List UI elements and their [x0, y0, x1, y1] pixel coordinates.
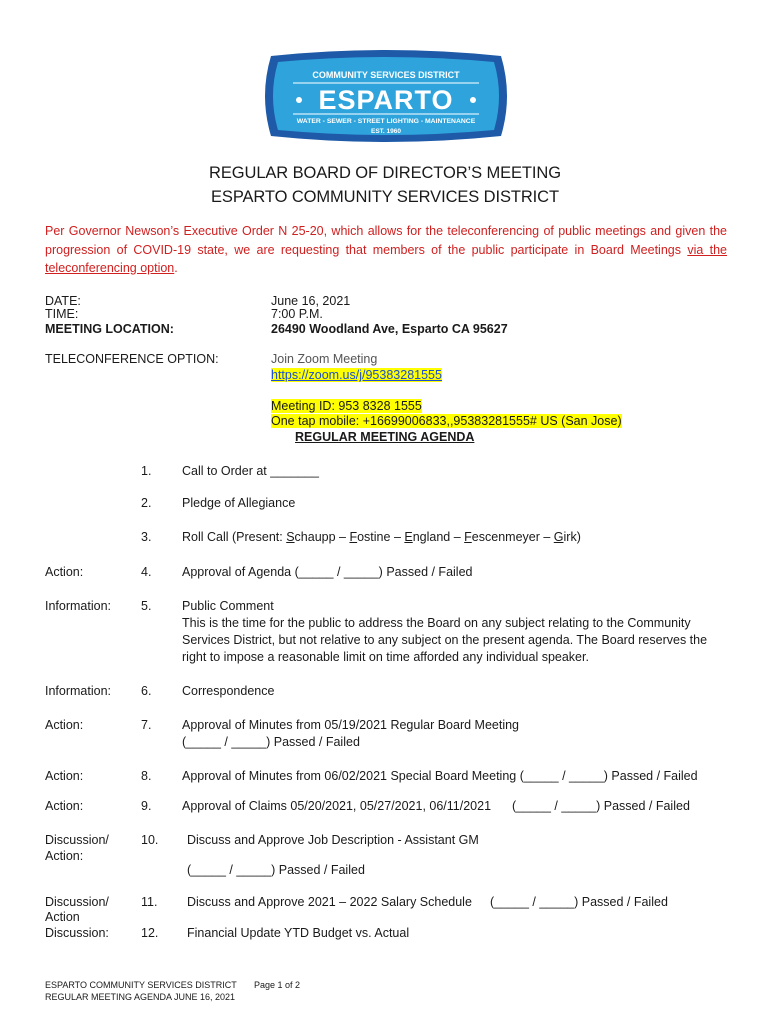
agenda-heading: REGULAR MEETING AGENDA — [295, 430, 475, 444]
logo-est: EST. 1960 — [371, 128, 401, 135]
agenda-num-2: 2. — [141, 496, 152, 510]
agenda-item-11: Discuss and Approve 2021 – 2022 Salary Schedule — [187, 895, 472, 909]
time-label: TIME: — [45, 307, 79, 321]
logo-name: ESPARTO — [318, 85, 454, 115]
agenda-item-3 — [182, 529, 581, 545]
agenda-num-8: 8. — [141, 769, 152, 783]
location-value: 26490 Woodland Ave, Esparto CA 95627 — [271, 322, 508, 336]
agenda-vote-11: (_____ / _____) Passed / Failed — [490, 895, 668, 909]
roll-call-rest-4: escenmeyer – — [471, 530, 554, 544]
roll-call-rest-3: ngland – — [412, 530, 465, 544]
agenda-num-9: 9. — [141, 799, 152, 813]
agenda-type-6: Information: — [45, 684, 112, 698]
roll-call-rest-2: ostine – — [357, 530, 405, 544]
agenda-type-4: Action: — [45, 565, 84, 579]
agenda-num-7: 7. — [141, 718, 152, 732]
roll-call-prefix: Roll Call (Present: — [182, 530, 287, 544]
agenda-type-12: Discussion: — [45, 926, 109, 940]
agenda-type-10a: Discussion/ — [45, 833, 109, 847]
page-title-line2: ESPARTO COMMUNITY SERVICES DISTRICT — [211, 188, 559, 206]
roll-call-initial-1: S — [286, 530, 295, 544]
zoom-join-text: Join Zoom Meeting — [271, 352, 378, 366]
meeting-id-text: Meeting ID: 953 8328 1555 — [271, 399, 422, 413]
agenda-vote-9: (_____ / _____) Passed / Failed — [512, 799, 690, 813]
esparto-logo — [259, 50, 513, 142]
agenda-item-12: Financial Update YTD Budget vs. Actual — [187, 926, 410, 940]
agenda-type-5: Information: — [45, 599, 112, 613]
agenda-item-4: Approval of Agenda (_____ / _____) Passed / Failed — [182, 565, 473, 579]
footer-line2: REGULAR MEETING AGENDA JUNE 16, 2021 — [45, 992, 236, 1002]
agenda-num-11: 11. — [141, 895, 158, 909]
logo-dot-right — [470, 97, 476, 103]
location-label: MEETING LOCATION: — [45, 322, 174, 336]
teleconference-label: TELECONFERENCE OPTION: — [45, 352, 219, 366]
agenda-vote-10: (_____ / _____) Passed / Failed — [187, 863, 365, 877]
date-label: DATE: — [45, 294, 81, 308]
agenda-type-11a: Discussion/ — [45, 895, 109, 909]
notice-end: . — [174, 261, 178, 275]
meeting-id — [271, 398, 422, 414]
notice-text: Per Governor Newson’s Executive Order N 25-20, which allows for the teleconferencing of public meetings and given the progression of COVID-19 state, we are requesting that members of the public participate in Board Meetings — [45, 224, 727, 257]
agenda-type-8: Action: — [45, 769, 84, 783]
roll-call-initial-4: F — [464, 530, 472, 544]
zoom-url — [271, 367, 442, 383]
logo-dot-left — [296, 97, 302, 103]
agenda-type-11b: Action — [45, 910, 80, 924]
covid-notice — [45, 222, 727, 278]
logo-line3: WATER - SEWER - STREET LIGHTING - MAINTENANCE — [296, 118, 476, 125]
agenda-item-8: Approval of Minutes from 06/02/2021 Special Board Meeting (_____ / _____) Passed / Failed — [182, 769, 698, 783]
agenda-num-5: 5. — [141, 599, 152, 613]
footer-page-number: Page 1 of 2 — [254, 980, 301, 990]
page-title-line1: REGULAR BOARD OF DIRECTOR’S MEETING — [209, 164, 561, 182]
time-value: 7:00 P.M. — [271, 307, 323, 321]
agenda-num-10: 10. — [141, 833, 159, 847]
teleconferencing-link[interactable]: via the teleconferencing option — [45, 242, 727, 275]
logo-line1: COMMUNITY SERVICES DISTRICT — [312, 70, 460, 80]
one-tap-text: One tap mobile: +16699006833,,95383281555# US (San Jose) — [271, 414, 622, 428]
zoom-url-link[interactable]: https://zoom.us/j/95383281555 — [271, 368, 442, 382]
agenda-vote-7: (_____ / _____) Passed / Failed — [182, 735, 360, 749]
agenda-num-3: 3. — [141, 530, 152, 544]
agenda-num-12: 12. — [141, 926, 159, 940]
agenda-type-7: Action: — [45, 718, 84, 732]
agenda-item-5: Public Comment — [182, 599, 274, 613]
roll-call-rest-1: chaupp – — [294, 530, 350, 544]
roll-call-initial-5: G — [553, 530, 564, 544]
agenda-num-4: 4. — [141, 565, 152, 579]
roll-call-initial-3: E — [404, 530, 413, 544]
agenda-item-7: Approval of Minutes from 05/19/2021 Regular Board Meeting — [182, 718, 519, 732]
agenda-item-1: Call to Order at _______ — [182, 464, 319, 478]
agenda-item-6: Correspondence — [182, 684, 275, 698]
agenda-item-2: Pledge of Allegiance — [182, 496, 296, 510]
roll-call-rest-5: irk) — [563, 530, 581, 544]
public-comment-description: This is the time for the public to address the Board on any subject relating to the Community Services District, but not relative to any subject on the present agenda. The Board reserves the right to impose a reasonable limit on time afforded any individual speaker. — [182, 616, 708, 664]
agenda-type-10b: Action: — [45, 849, 84, 863]
agenda-item-10: Discuss and Approve Job Description - Assistant GM — [187, 833, 479, 847]
date-value: June 16, 2021 — [271, 294, 351, 308]
one-tap-mobile — [271, 413, 622, 429]
roll-call-initial-2: F — [349, 530, 358, 544]
agenda-type-9: Action: — [45, 799, 84, 813]
agenda-item-9: Approval of Claims 05/20/2021, 05/27/2021, 06/11/2021 — [182, 799, 492, 813]
agenda-num-6: 6. — [141, 684, 152, 698]
agenda-num-1: 1. — [141, 464, 152, 478]
footer-line1: ESPARTO COMMUNITY SERVICES DISTRICT — [45, 980, 237, 990]
